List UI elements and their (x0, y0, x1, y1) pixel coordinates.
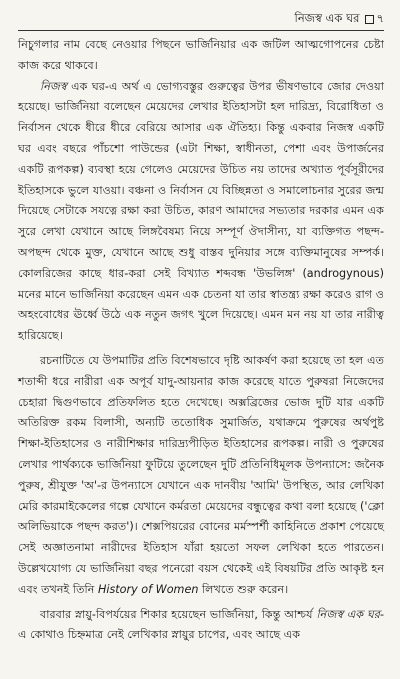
paragraph-2 (18, 77, 384, 347)
book-title: নিজস্ব (40, 79, 67, 93)
running-header (18, 8, 384, 31)
paragraph-text: -এ কোথাও চিহ্নমাত্র নেই লেখিকার স্নায়ুর চাপের, এবং আছে এক (18, 607, 384, 642)
paragraph-4 (18, 605, 384, 647)
paragraph-text: রচনাটিতে যে উপমাটির প্রতি বিশেষভাবে দৃষ্টি আকর্ষণ করা হয়েছে তা হল এত শতাব্দী ধরে নারীরা এক অপূর্ব যাদু-আয়নার কাজ করেছে যাতে পুরুষরা নিজেদের চেহারা দ্বিগুণভাবে প্রতিফলিত হতে দেখেছে। অক্সব্রিজের ভোজ দুটি যার একটি অতিরিক্ত রকম বিলাসী, অন্যটি ততোধিক সুমার্জিত, যথাক্রমে পুরুষের অর্থপুষ্ট শিক্ষা-ইতিহাসের ও নারীশিক্ষার দারিদ্র্যপীড়িত ইতিহাসের রূপকল্প। নারী ও পুরুষের লেখার পার্থক্যকে ভার্জিনিয়া ফুটিয়ে তুলেছেন দুটি প্রতিনিধিমূলক উপন্যাসে: জনৈক পুরুষ, শ্রীযুক্ত 'অ'-র উপন্যাসে যেখানে এক দানবীয় 'আমি' উপস্থিত, আর লেখিকা মেরি কারমাইকেলের গল্পে যেখানে কর্মরতা মেয়েদের বন্ধুত্বের কথা বলা হয়েছে ('ক্লো অলিভিয়াকে পছন্দ করত')। শেক্সপিয়রের বোনের মর্মস্পর্শী কাহিনিতে প্রকাশ পেয়েছে সেই অজ্ঞাতনামা নারীদের ইতিহাস যাঁরা হয়তো সফল লেখিকা হতে পারতেন। উল্লেখযোগ্য যে ভার্জিনিয়া বছর পনেরো বয়স থেকেই এই বিষয়টির প্রতি আকৃষ্ট হন এবং তখনই তিনি (18, 353, 384, 596)
book-title: নিজস্ব এক ঘর (316, 607, 380, 621)
paragraph-text: বারবার স্নায়ু-বিপর্যয়ের শিকার হয়েছেন ভার্জিনিয়া, কিন্তু আশ্চর্য (40, 607, 317, 621)
paragraph-text: এক ঘর-এ অর্থ এ ভোগ্যবস্তুর গুরুত্বের উপর ভীষণভাবে জোর দেওয়া হয়েছে। ভার্জিনিয়া বলেছেন মেয়েদের লেখার ইতিহাসটা হল দারিদ্র্য, বিরোধিতা ও নির্বাসন থেকে ধীরে ধীরে বেরিয়ে আসার এক ঐতিহ্য। কিন্তু একবার নিজস্ব একটি ঘর এবং বছরে পাঁচশো পাউন্ডের (এটা শিক্ষা, স্বাধীনতা, পেশা এবং উপার্জনের একটি রূপকল্প) ব্যবস্থা হয়ে গেলেও মেয়েদের উচিত নয় তাদের অখ্যাত পূর্বসূরীদের ইতিহাসকে ভুলে যাওয়া। বঞ্চনা ও নির্বাসন যে বিচ্ছিন্নতা ও সমালোচনার সুরের জন্ম দিয়েছে সেটাকে সযত্নে রক্ষা করা উচিত, কারণ আমাদের সভ্যতার দরকার এমন এক সুরে লেখা যেখানে আছে লিঙ্গবৈষম্য নিয়ে সম্পূর্ণ ঔদাসীন্য, যা ব্যক্তিগত পছন্দ-অপছন্দ থেকে মুক্ত, যেখানে আছে শুধু বাস্তব দুনিয়ার সঙ্গে ব্যক্তিমানুষের সম্পর্ক। কোলরিজের কাছে ধার-করা সেই বিখ্যাত শব্দবন্ধ 'উভলিঙ্গ' (androgynous) মনের মানে ভার্জিনিয়া করেছেন এমন এক চেতনা যা তার স্বাতন্ত্র্য রক্ষা করেও রাগ ও অহংবোধের ঊর্ধ্বে উঠে এক নতুন জগৎ খুলে দিয়েছে। এমন মন নয় যা তার নারীত্ব হারিয়েছে। (18, 79, 384, 343)
paragraph-3 (18, 351, 384, 601)
square-icon (365, 15, 374, 24)
paragraph-1 (18, 35, 384, 77)
page-number: ৭ (376, 10, 384, 25)
paragraph-text: নিচুগলার নাম বেছে নেওয়ার পিছনে ভার্জিনিয়ার এক জটিল আত্মগোপনের চেষ্টা কাজ করে থাকবে। (18, 38, 384, 72)
book-title: History of Women (97, 582, 199, 596)
body-text (18, 35, 384, 646)
paragraph-text: লিখতে শুরু করেন। (198, 582, 289, 596)
header-title: নিজস্ব এক ঘর (294, 10, 360, 25)
